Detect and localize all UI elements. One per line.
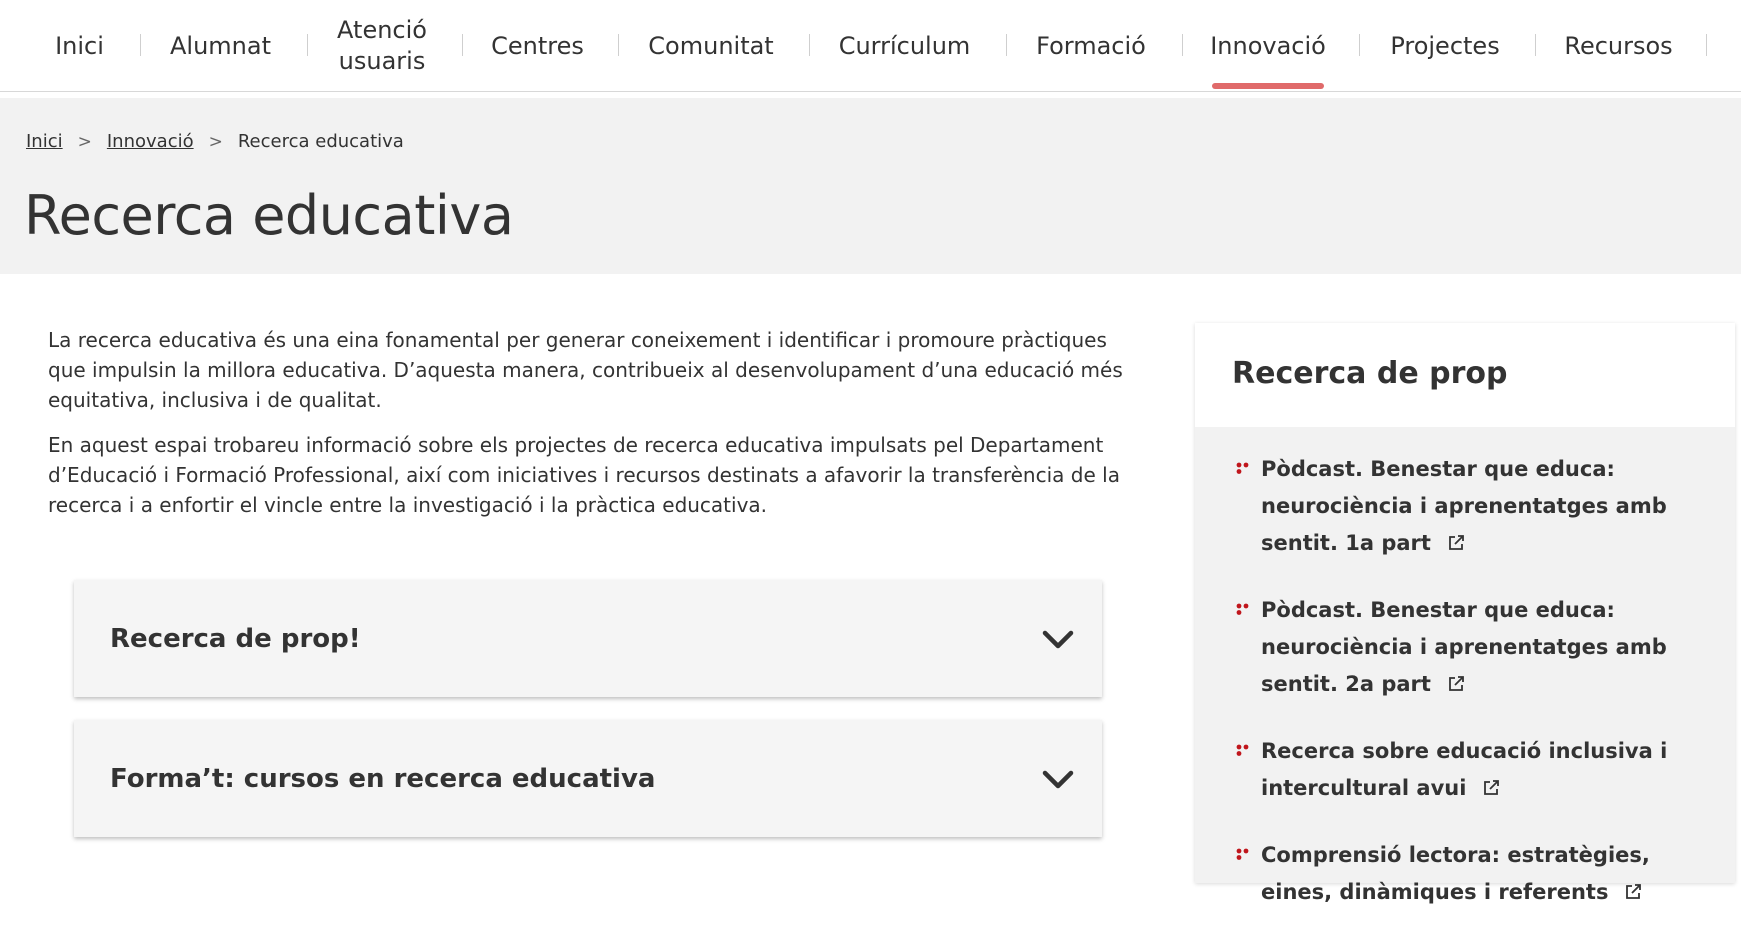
main-navigation [0, 0, 1741, 92]
nav-separator [618, 34, 619, 56]
intro-text [48, 325, 1128, 535]
external-link-icon [1447, 534, 1465, 552]
nav-separator [809, 34, 810, 56]
chevron-down-icon [1040, 627, 1076, 651]
bullet-dots-icon [1236, 848, 1250, 860]
sidebar-link-label: Pòdcast. Benestar que educa: neurociència i aprenentatges amb sentit. 2a part [1261, 598, 1667, 696]
sidebar-link[interactable] [1195, 592, 1735, 703]
sidebar-link[interactable] [1195, 733, 1735, 807]
sidebar-link-label: Pòdcast. Benestar que educa: neurociència i aprenentatges amb sentit. 1a part [1261, 457, 1667, 555]
external-link-icon [1624, 883, 1642, 901]
breadcrumb [26, 131, 404, 152]
bullet-dots-icon [1236, 462, 1250, 474]
accordion-title: Recerca de prop! [110, 623, 361, 654]
nav-item-recursos[interactable]: Recursos [1564, 31, 1673, 60]
nav-separator [1359, 34, 1360, 56]
nav-separator [1706, 34, 1707, 56]
sidebar-card [1195, 323, 1735, 904]
intro-paragraph: La recerca educativa és una eina fonamental per generar coneixement i identificar i promoure pràctiques que impulsin la millora educativa. D’aquesta manera, contribueix al desenvolupament d’una educació més equitativa, inclusiva i de qualitat. [48, 328, 1123, 412]
sidebar-link[interactable] [1195, 451, 1735, 562]
sidebar-link-list [1195, 451, 1735, 941]
nav-separator [1182, 34, 1183, 56]
breadcrumb-link-inici[interactable]: Inici [26, 131, 63, 152]
breadcrumb-current: Recerca educativa [237, 131, 404, 152]
nav-item-innovacio[interactable]: Innovació [1212, 0, 1324, 92]
nav-item-formacio[interactable]: Formació [1036, 31, 1146, 60]
page-title: Recerca educativa [24, 184, 514, 247]
page-header [0, 98, 1741, 274]
nav-separator [307, 34, 308, 56]
nav-item-atencio-usuaris[interactable]: Atenció usuaris [337, 16, 427, 75]
nav-item-curriculum[interactable]: Currículum [838, 31, 971, 60]
nav-separator [1006, 34, 1007, 56]
accordion-recerca-de-prop[interactable] [74, 580, 1102, 697]
bullet-dots-icon [1236, 744, 1250, 756]
sidebar-link[interactable] [1195, 837, 1735, 911]
sidebar-header [1195, 323, 1735, 427]
nav-item-projectes[interactable]: Projectes [1390, 31, 1500, 60]
nav-separator [1535, 34, 1536, 56]
accordion-formacio-cursos[interactable] [74, 720, 1102, 837]
breadcrumb-chevron-icon: > [208, 131, 223, 152]
nav-separator [140, 34, 141, 56]
sidebar-link-label: Comprensió lectora: estratègies, eines, dinàmiques i referents [1261, 843, 1650, 904]
nav-item-comunitat[interactable]: Comunitat [648, 31, 774, 60]
accordion-title: Forma’t: cursos en recerca educativa [110, 763, 656, 794]
intro-paragraph: En aquest espai trobareu informació sobre els projectes de recerca educativa impulsats pel Departament d’Educació i Formació Professional, així com iniciatives i recursos destinats a afavorir la transferència de la recerca i a enfortir el vincle entre la investigació i la pràctica educativa. [48, 433, 1120, 517]
breadcrumb-chevron-icon: > [77, 131, 92, 152]
chevron-down-icon [1040, 767, 1076, 791]
breadcrumb-link-innovacio[interactable]: Innovació [106, 131, 194, 152]
nav-item-alumnat[interactable]: Alumnat [169, 31, 271, 60]
nav-item-inici[interactable]: Inici [55, 31, 104, 60]
sidebar-title: Recerca de prop [1232, 356, 1508, 391]
nav-separator [462, 34, 463, 56]
external-link-icon [1482, 779, 1500, 797]
bullet-dots-icon [1236, 603, 1250, 615]
external-link-icon [1447, 675, 1465, 693]
nav-item-centres[interactable]: Centres [491, 31, 584, 60]
sidebar-link-label: Recerca sobre educació inclusiva i intercultural avui [1261, 739, 1668, 800]
